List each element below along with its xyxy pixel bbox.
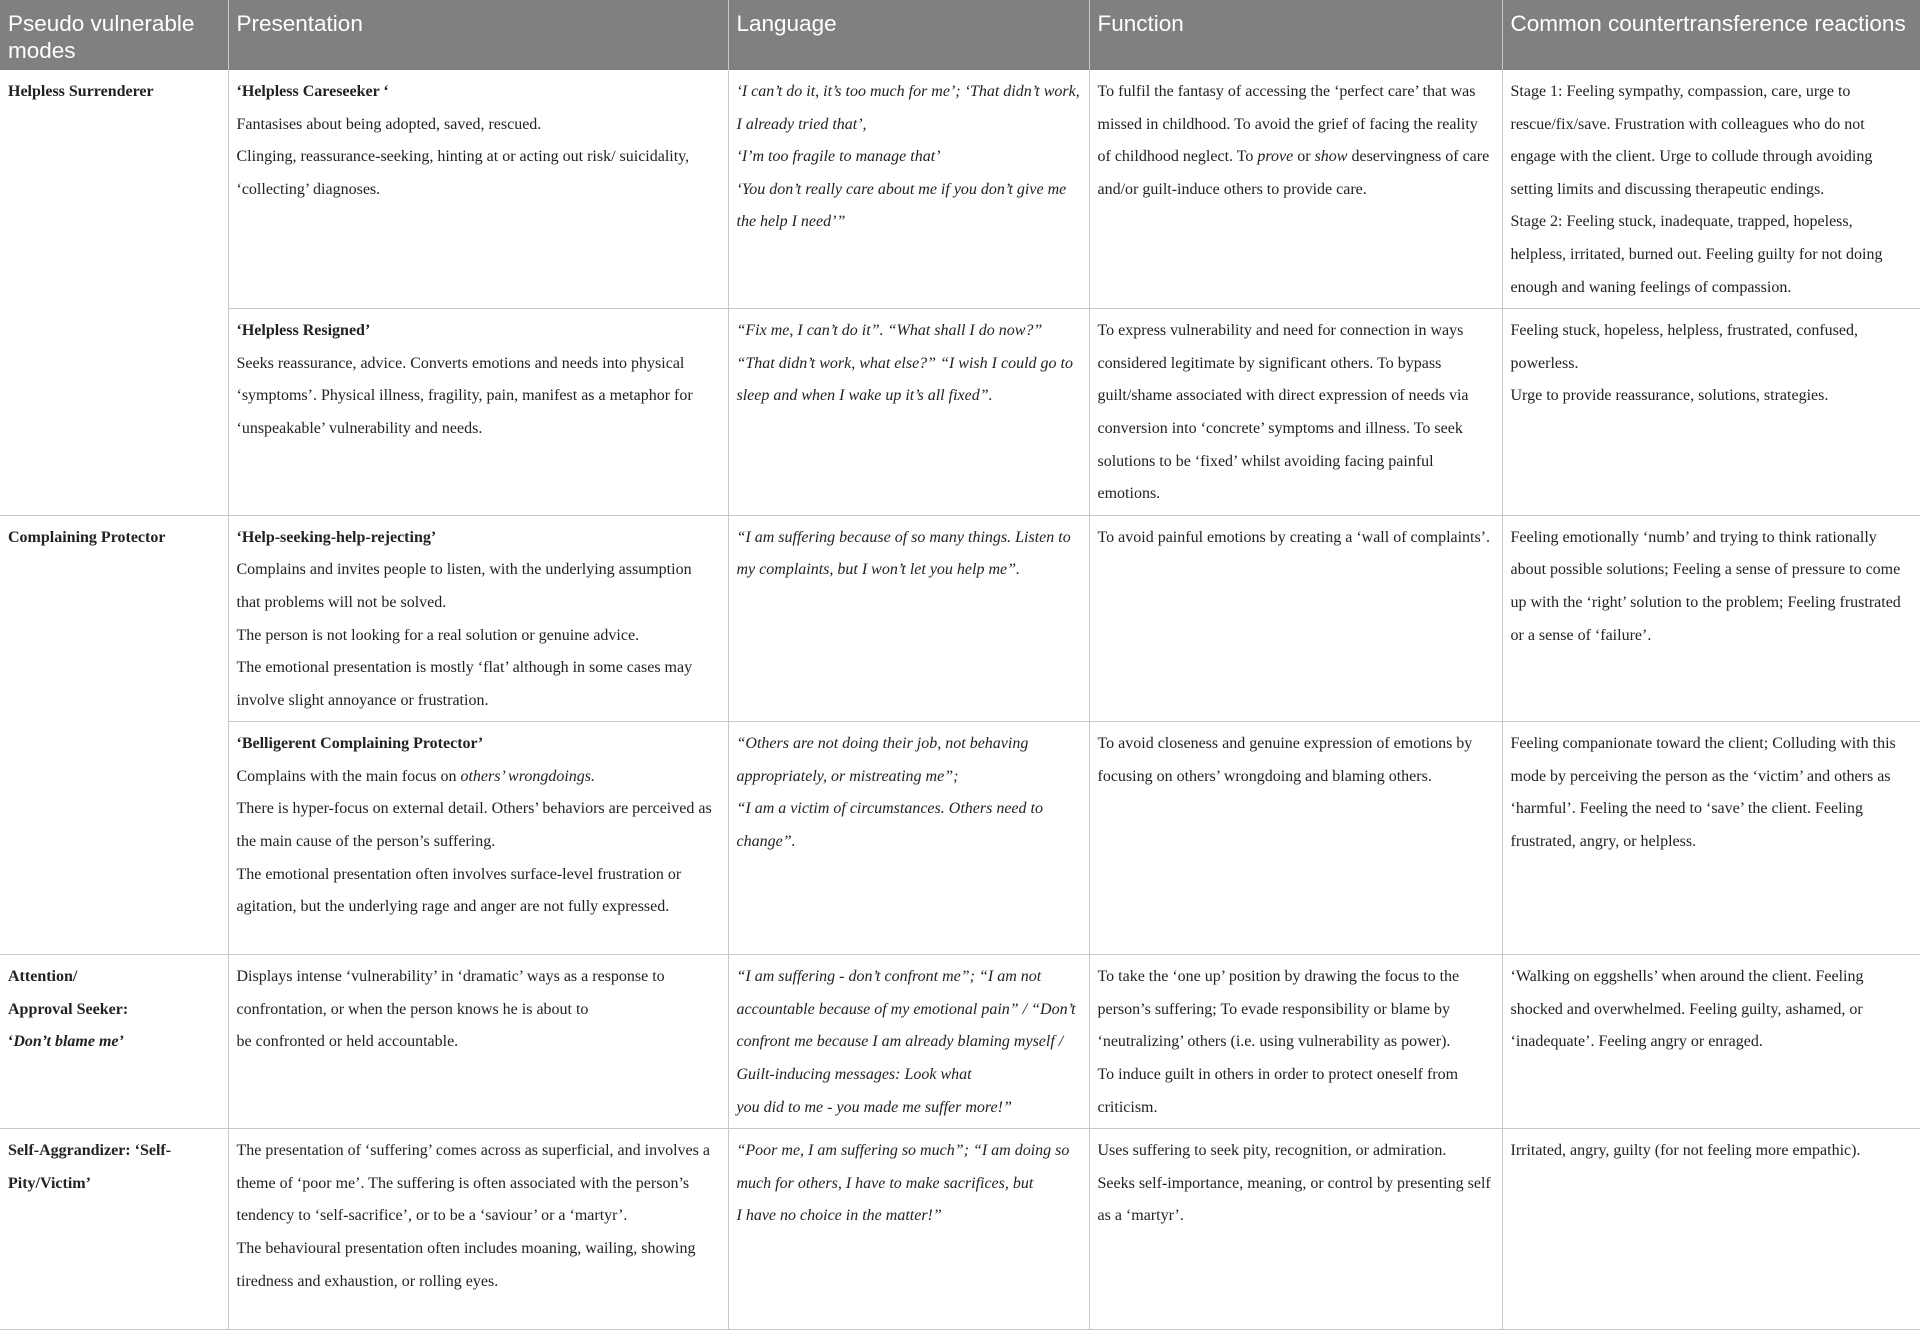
function-text: Uses suffering to seek pity, recognition, or admiration.: [1097, 1142, 1447, 1160]
header-row: [0, 0, 1920, 70]
presentation-text: Seeks reassurance, advice. Converts emotions and needs into physical ‘symptoms’. Physical illness, fragility, pain, manifest as a metaphor for ‘unspeakable’ vulnerability and needs.: [236, 354, 693, 437]
language-cell: [728, 722, 1089, 955]
mode-quote: ‘: [8, 1033, 14, 1051]
function-text: To express vulnerability and need for connection in ways considered legitimate by significant others. To bypass guilt/shame associated with direct expression of needs via conversion into ‘concrete’ symptoms and illness. To seek solutions to be ‘fixed’ whilst avoiding facing painful emotions.: [1097, 322, 1469, 503]
language-text: I have no choice in the matter!”: [736, 1207, 942, 1225]
presentation-cell: [228, 955, 728, 1129]
header-function: Function: [1089, 0, 1502, 70]
presentation-cell: [228, 309, 728, 516]
function-emphasis: prove: [1257, 148, 1294, 166]
presentation-text: There is hyper-focus on external detail. Others’ behaviors are perceived as the main cause of the person’s suffering.: [236, 800, 712, 851]
language-text: you did to me - you made me suffer more!”: [736, 1098, 1012, 1116]
language-cell: [728, 309, 1089, 516]
function-text: To avoid closeness and genuine expression of emotions by focusing on others’ wrongdoing and blaming others.: [1097, 735, 1473, 785]
function-text: or: [1293, 148, 1315, 166]
table-row: [0, 955, 1920, 1129]
presentation-text: The emotional presentation is mostly ‘flat’ although in some cases may involve slight annoyance or frustration.: [236, 659, 693, 709]
presentation-text-part: Complains with the main focus on: [236, 767, 461, 785]
reactions-text: Irritated, angry, guilty (for not feeling more empathic).: [1510, 1142, 1861, 1160]
presentation-title: ‘Helpless Careseeker ‘: [236, 83, 389, 100]
reactions-text: Feeling stuck, hopeless, helpless, frustrated, confused, powerless.: [1510, 322, 1858, 372]
function-text: To induce guilt in others in order to protect oneself from criticism.: [1097, 1066, 1459, 1116]
mode-name: Attention/: [8, 968, 78, 986]
function-text: deservingness of care and/or guilt-induce others to provide care.: [1097, 148, 1490, 198]
function-text: To avoid painful emotions by creating a ‘wall of complaints’.: [1097, 528, 1491, 546]
function-cell: [1089, 722, 1502, 955]
reactions-text: Urge to provide reassurance, solutions, strategies.: [1510, 387, 1829, 405]
table-row: [0, 309, 1920, 516]
function-cell: [1089, 955, 1502, 1129]
language-cell: [728, 1129, 1089, 1330]
language-text: “Poor me, I am suffering so much”; “I am doing so much for others, I have to make sacrifices, but: [736, 1142, 1070, 1192]
mode-name-italic: Don’t blame me’: [13, 1033, 124, 1051]
language-text: ‘I can’t do it, it’s too much for me’; ‘That didn’t work, I already tried that’,: [736, 83, 1080, 133]
function-text: To take the ‘one up’ position by drawing the focus to the person’s suffering; To evade responsibility or blame by ‘neutralizing’ others (i.e. using vulnerability as power).: [1097, 968, 1460, 1051]
language-cell: [728, 955, 1089, 1129]
function-text: To fulfil the fantasy of accessing the ‘perfect care’ that was missed in childhood. To avoid the grief of facing the reality of childhood neglect. To: [1097, 83, 1478, 166]
language-text: “I am suffering - don’t confront me”; “I am not accountable because of my emotional pain” / “Don’t confront me because I am already blaming myself / Guilt-inducing messages: Look what: [736, 968, 1076, 1084]
presentation-text: Clinging, reassurance-seeking, hinting at or acting out risk/ suicidality, ‘collecting’ diagnoses.: [236, 148, 690, 198]
reactions-text: Feeling companionate toward the client; Colluding with this mode by perceiving the person as the ‘victim’ and others as ‘harmful’. Feeling the need to ‘save’ the client. Feeling frustrated, angry, or helpless.: [1510, 735, 1896, 851]
presentation-text: Displays intense ‘vulnerability’ in ‘dramatic’ ways as a response to confrontation, or when the person knows he is about to: [236, 968, 665, 1018]
table-row: [0, 515, 1920, 722]
table-row: [0, 1129, 1920, 1330]
language-text: “Others are not doing their job, not behaving appropriately, or mistreating me”;: [736, 735, 1029, 785]
presentation-cell: [228, 722, 728, 955]
reactions-text: ‘Walking on eggshells’ when around the client. Feeling shocked and overwhelmed. Feeling guilty, ashamed, or ‘inadequate’. Feeling angry or enraged.: [1510, 968, 1864, 1051]
presentation-title: ‘Belligerent Complaining Protector’: [236, 735, 484, 753]
presentation-text: Complains and invites people to listen, with the underlying assumption that problems will not be solved.: [236, 561, 692, 611]
presentation-text: be confronted or held accountable.: [236, 1033, 459, 1051]
reactions-text: Stage 2: Feeling stuck, inadequate, trapped, hopeless, helpless, irritated, burned out. Feeling guilty for not doing enough and waning feelings of compassion.: [1510, 213, 1883, 296]
function-cell: [1089, 70, 1502, 309]
reactions-cell: [1502, 1129, 1920, 1330]
language-text: ‘You don’t really care about me if you don’t give me the help I need’”: [736, 180, 1067, 231]
reactions-text: Feeling emotionally ‘numb’ and trying to think rationally about possible solutions; Feeling a sense of pressure to come up with the ‘right’ solution to the problem; Feeling frustrated or a sense of ‘failure’.: [1510, 528, 1901, 644]
function-text: Seeks self-importance, meaning, or control by presenting self as a ‘martyr’.: [1097, 1174, 1491, 1225]
reactions-cell: [1502, 722, 1920, 955]
header-language: Language: [728, 0, 1089, 70]
reactions-cell: [1502, 70, 1920, 309]
mode-cell: [0, 70, 228, 515]
presentation-text: The emotional presentation often involves surface-level frustration or agitation, but the underlying rage and anger are not fully expressed.: [236, 865, 682, 916]
mode-name: Self-Aggrandizer: ‘Self-Pity/Victim’: [8, 1142, 172, 1192]
language-cell: [728, 515, 1089, 722]
mode-cell: [0, 955, 228, 1129]
presentation-text: Fantasises about being adopted, saved, rescued.: [236, 115, 542, 133]
header-presentation: Presentation: [228, 0, 728, 70]
presentation-text: The presentation of ‘suffering’ comes across as superficial, and involves a theme of ‘poor me’. The suffering is often associated with the person’s tendency to ‘self-sacrifice’, or to be a ‘saviour’ or a ‘martyr’.: [236, 1142, 710, 1225]
presentation-title: ‘Help-seeking-help-rejecting’: [236, 528, 437, 546]
mode-cell: [0, 515, 228, 955]
reactions-cell: [1502, 309, 1920, 516]
table-row: [0, 70, 1920, 309]
presentation-cell: [228, 1129, 728, 1330]
language-cell: [728, 70, 1089, 309]
mode-name: [8, 1026, 220, 1059]
mode-name: Helpless Surrenderer: [8, 83, 154, 100]
language-text: “I am a victim of circumstances. Others need to change”.: [736, 800, 1043, 851]
header-modes: Pseudo vulnerable modes: [0, 0, 228, 70]
function-cell: [1089, 309, 1502, 516]
language-text: ‘I’m too fragile to manage that’: [736, 148, 941, 166]
table-row: [0, 722, 1920, 955]
mode-name: Approval Seeker:: [8, 1000, 129, 1018]
language-text: “I am suffering because of so many things. Listen to my complaints, but I won’t let you help me”.: [736, 528, 1071, 579]
presentation-title: ‘Helpless Resigned’: [236, 322, 371, 340]
presentation-text: [237, 761, 720, 794]
reactions-cell: [1502, 515, 1920, 722]
presentation-text: The person is not looking for a real solution or genuine advice.: [236, 626, 640, 644]
reactions-cell: [1502, 955, 1920, 1129]
reactions-text: Stage 1: Feeling sympathy, compassion, care, urge to rescue/fix/save. Frustration with colleagues who do not engage with the client. Urge to collude through avoiding setting limits and discussing therapeutic endings.: [1510, 83, 1873, 198]
function-emphasis: show: [1314, 148, 1348, 166]
presentation-cell: [228, 515, 728, 722]
presentation-emphasis: others’ wrongdoings.: [460, 767, 596, 785]
mode-cell: [0, 1129, 228, 1330]
presentation-text: The behavioural presentation often includes moaning, wailing, showing tiredness and exhaustion, or rolling eyes.: [236, 1240, 696, 1290]
function-cell: [1089, 515, 1502, 722]
language-text: “Fix me, I can’t do it”. “What shall I do now?” “That didn’t work, what else?” “I wish I could go to sleep and when I wake up it’s all fixed”.: [736, 322, 1073, 405]
mode-name: Complaining Protector: [8, 528, 166, 546]
presentation-cell: [228, 70, 728, 309]
header-reactions: Common countertransference reactions: [1502, 0, 1920, 70]
function-cell: [1089, 1129, 1502, 1330]
